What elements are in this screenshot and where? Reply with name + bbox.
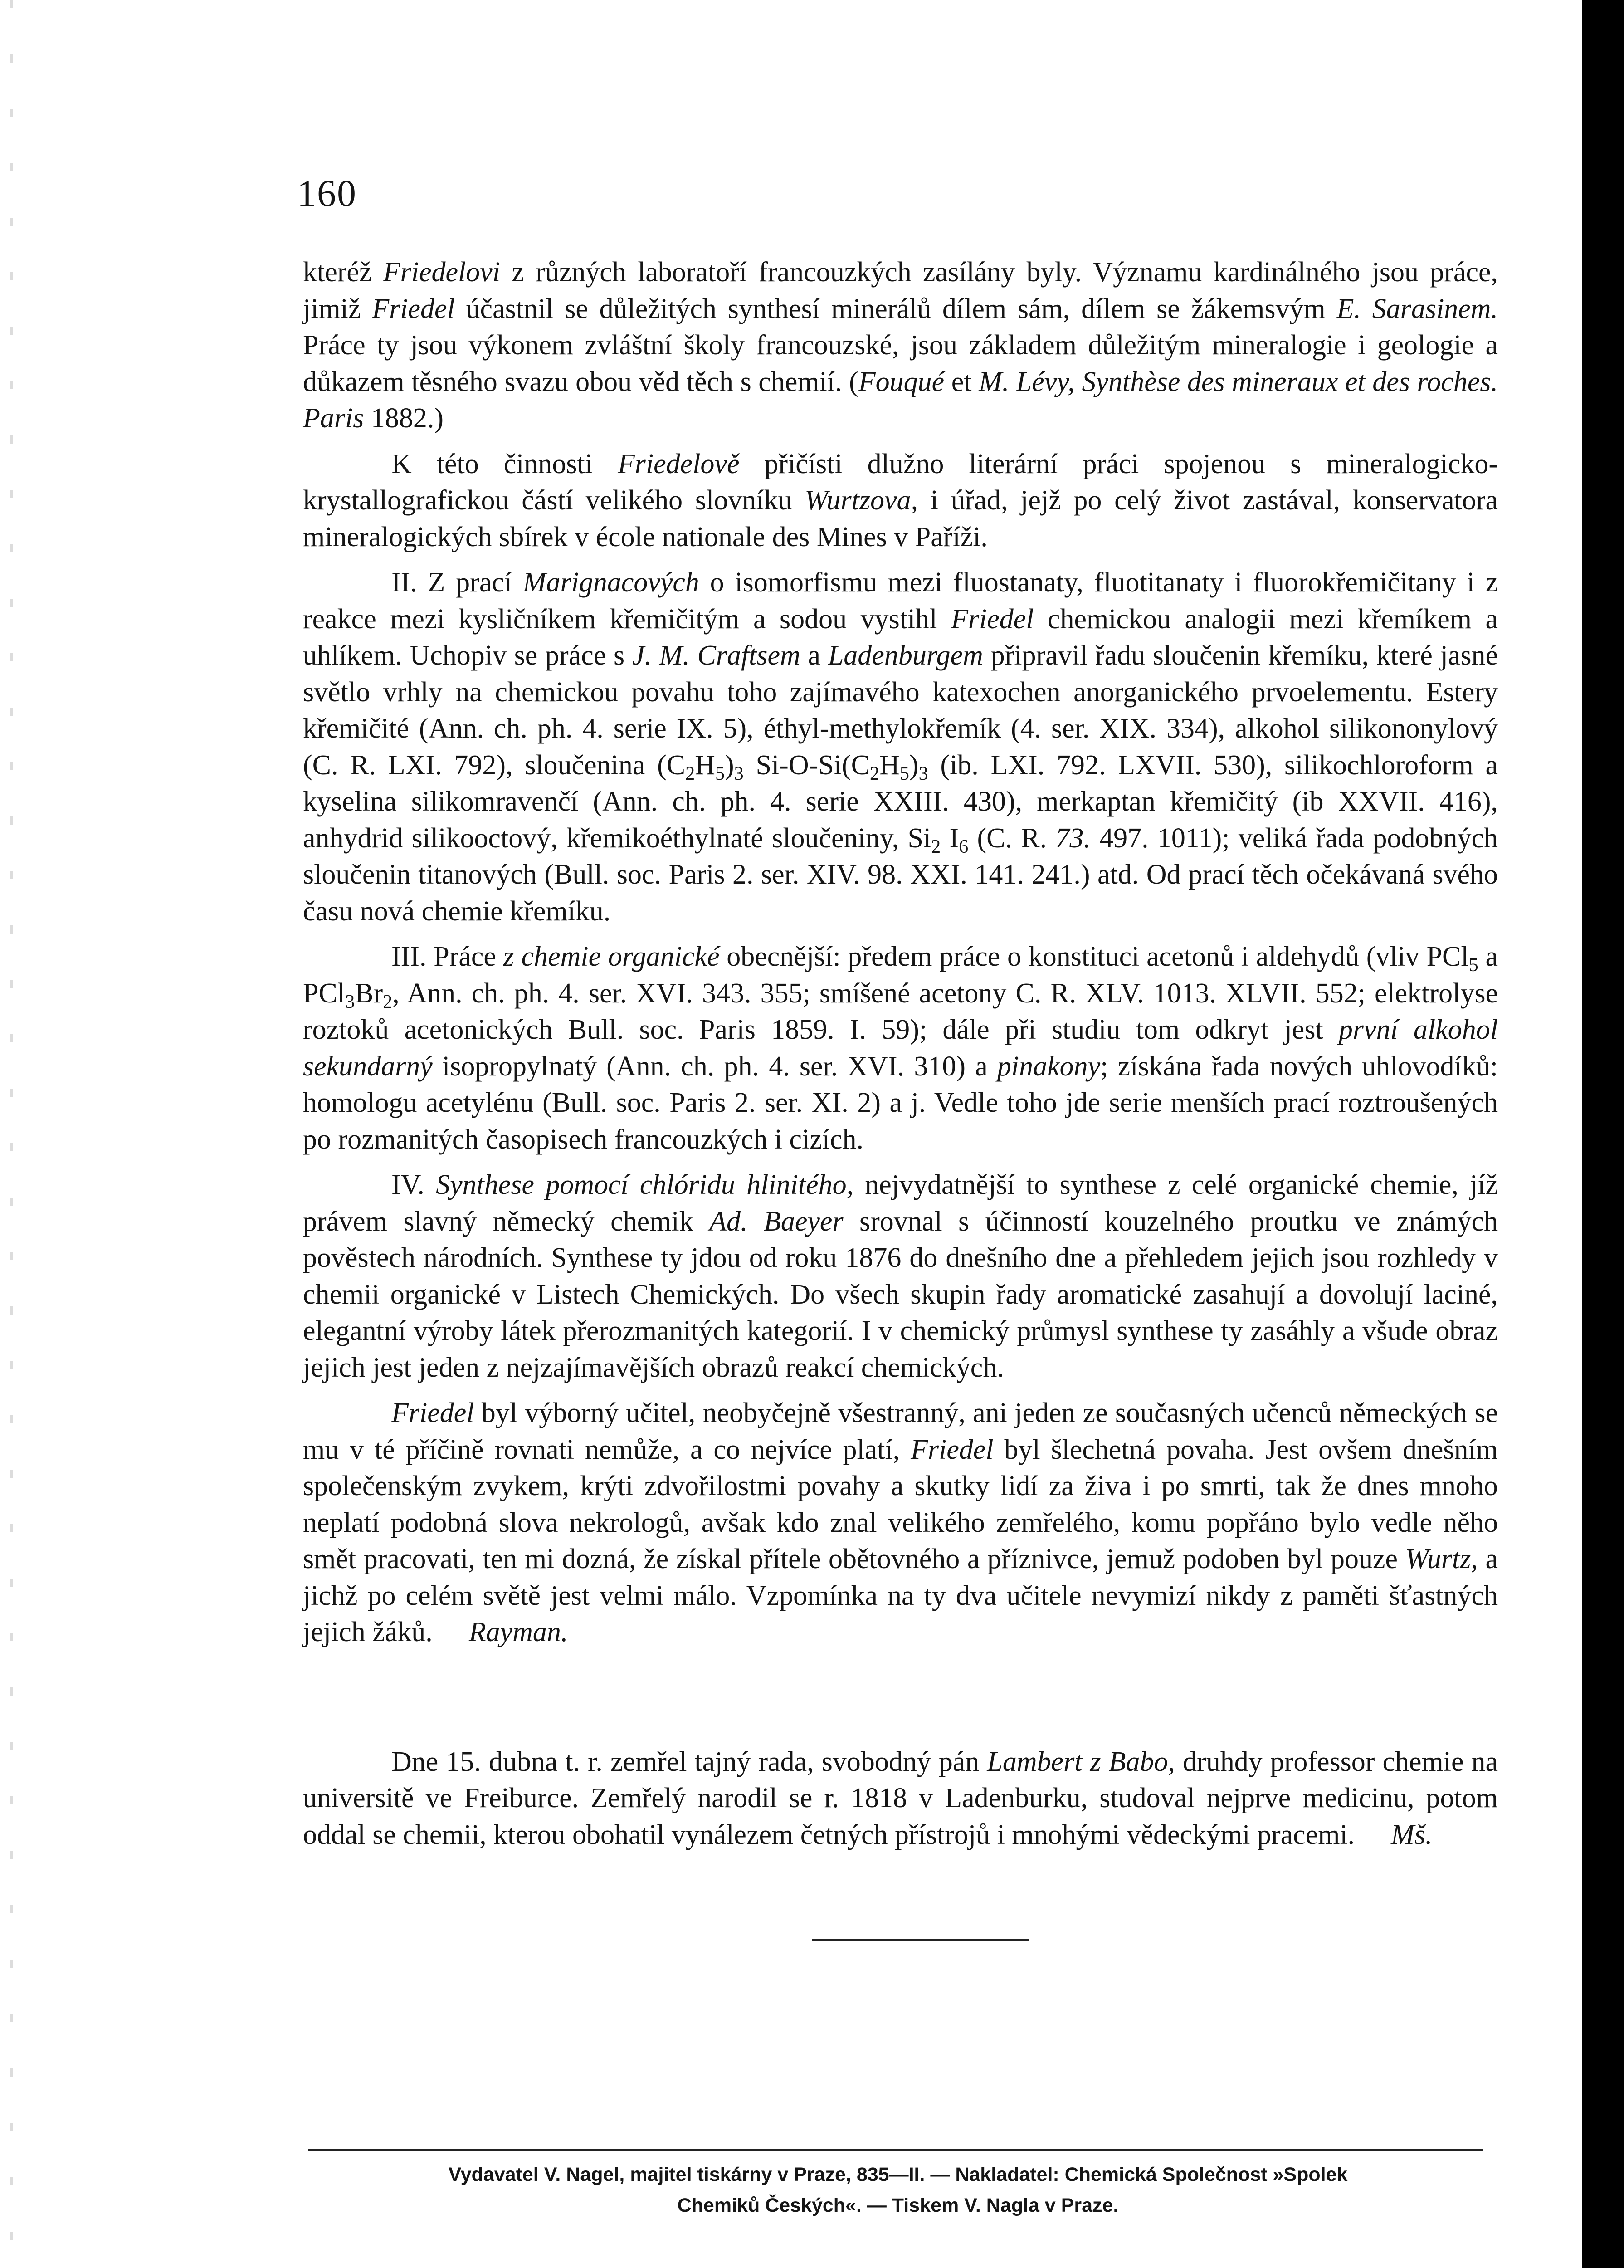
footer-line-2: Chemiků Českých«. — Tiskem V. Nagla v Praze.	[677, 2195, 1119, 2216]
scan-edge-left	[10, 0, 13, 2268]
paragraph-tribute: Friedel byl výborný učitel, neobyčejně všestranný, ani jeden ze současných učenců německých se mu v té příčině rovnati nemůže, a co nejvíce platí, Friedel byl šlechetná povaha. Jest ovšem dnešním společenským zvykem, krýti zdvořilostmi povahy a skutky lidí za živa i po smrti, tak že dnes mnoho neplatí podobná slova nekrologů, avšak kdo znal velikého zemřelého, komu popřáno bylo vedle něho smět pracovati, ten mi dozná, že získal přítele obětovného a příznivce, jemuž podoben byl pouze Wurtz, a jichž po celém světě jest velmi málo. Vzpomínka na ty dva učitele nevymizí nikdy z paměti šťastných jejich žáků. Rayman.	[303, 1398, 1498, 1647]
paragraph-organic-chemistry: III. Práce z chemie organické obecnější: předem práce o konstituci acetonů i aldehydů (vliv PCl$_5$ a $PCl_3Br_2$, Ann. ch. ph. 4. ser. XVI. 343. 355; smíšené acetony C. R. XLV. 1013. XLVII. 552; elektrolyse roztoků acetonických Bull. soc. Paris 1859. I. 59); dále při studiu tom odkryt jest první alkohol sekundarný isopropylnatý (Ann. ch. ph. 4. ser. XVI. 310) a pinakony; získána řada nových uhlovodíků: homologu acetylénu (Bull. soc. Paris 2. ser. XI. 2) a j. Vedle toho jde serie menších prací roztroušených po rozmanitých časopisech francouzkých i cizích.	[303, 941, 1498, 1155]
page-number: 160	[297, 172, 357, 215]
paragraph-obituary-notice: Dne 15. dubna t. r. zemřel tajný rada, svobodný pán Lambert z Babo, druhdy professor chemie na universitě ve Freiburce. Zemřelý narodil se r. 1818 v Ladenburku, studoval nejprve medicinu, potom oddal se chemii, kterou obohatil vynálezem četných přístrojů i mnohými vědeckými pracemi. Mš.	[303, 1746, 1498, 1850]
notice-signature: Mš.	[1391, 1819, 1433, 1850]
publisher-footer	[308, 2159, 1487, 2221]
paragraph-continuation: kteréž Friedelovi z různých laboratoří francouzkých zasílány byly. Významu kardinálného jsou práce, jimiž Friedel účastnil se důležitých synthesí minerálů dílem sám, dílem se žákemsvým E. Sarasinem. Práce ty jsou výkonem zvláštní školy francouzské, jsou základem důležitým mineralogie i geologie a důkazem těsného svazu obou věd těch s chemií. (Fouqué et M. Lévy, Synthèse des mineraux et des roches. Paris 1882.)	[303, 257, 1498, 434]
scan-edge-right	[1582, 0, 1624, 2268]
paragraph-silicon-chemistry: II. Z prací Marignacových o isomorfismu mezi fluostanaty, fluotitanaty i fluorokřemičitany i z reakce mezi kysličníkem křemičitým a sodou vystihl Friedel chemickou analogii mezi křemíkem a uhlíkem. Uchopiv se práce s J. M. Craftsem a Ladenburgem připravil řadu sloučenin křemíku, které jasné světlo vrhly na chemickou povahu toho zajímavého katexochen anorganického prvoelementu. Estery křemičité (Ann. ch. ph. 4. serie IX. 5), éthyl-methylokřemík (4. ser. XIX. 334), alkohol silikononylový (C. R. LXI. 792), sloučenina $(C_2H_5)_3$ $Si-O-Si(C_2H_5)_3$ (ib. LXI. 792. LXVII. 530), silikochloroform a kyselina silikomravenčí (Ann. ch. ph. 4. serie XXIII. 430), merkaptan křemičitý (ib XXVII. 416), anhydrid silikooctový, křemikoéthylnaté sloučeniny, $Si_2$ $I_6$ (C. R. 73. 497. 1011); veliká řada podobných sloučenin titanových (Bull. soc. Paris 2. ser. XIV. 98. XXI. 141. 241.) atd. Od prací těch očekávaná svého času nová chemie křemíku.	[303, 567, 1498, 927]
paragraph-aluminium-chloride-synthesis: IV. Synthese pomocí chlóridu hlinitého, nejvydatnější to synthese z celé organické chemie, jíž právem slavný německý chemik Ad. Baeyer srovnal s účinností kouzelného proutku ve známých pověstech národních. Synthese ty jdou od roku 1876 do dnešního dne a přehledem jejich jsou rozhledy v chemii organické v Listech Chemických. Do všech skupin řady aromatické zasahují a dovolují laciné, elegantní výroby látek přerozmanitých kategorií. I v chemický průmysl synthese ty zasáhly a všude obraz jejich jest jeden z nejzajímavějších obrazů reakcí chemických.	[303, 1169, 1498, 1383]
author-signature: Rayman.	[468, 1617, 568, 1647]
section-divider	[812, 1939, 1029, 1941]
article-body	[303, 254, 1498, 1853]
paragraph-literary-work: K této činnosti Friedelově přičísti dlužno literární práci spojenou s mineralogicko-krystallografickou částí velikého slovníku Wurtzova, i úřad, jejž po celý život zastával, konservatora mineralogických sbírek v école nationale des Mines v Paříži.	[303, 448, 1498, 552]
footer-line-1: Vydavatel V. Nagel, majitel tiskárny v Praze, 835—II. — Nakladatel: Chemická Společnost »Spolek	[448, 2164, 1348, 2185]
footer-rule	[308, 2149, 1483, 2151]
